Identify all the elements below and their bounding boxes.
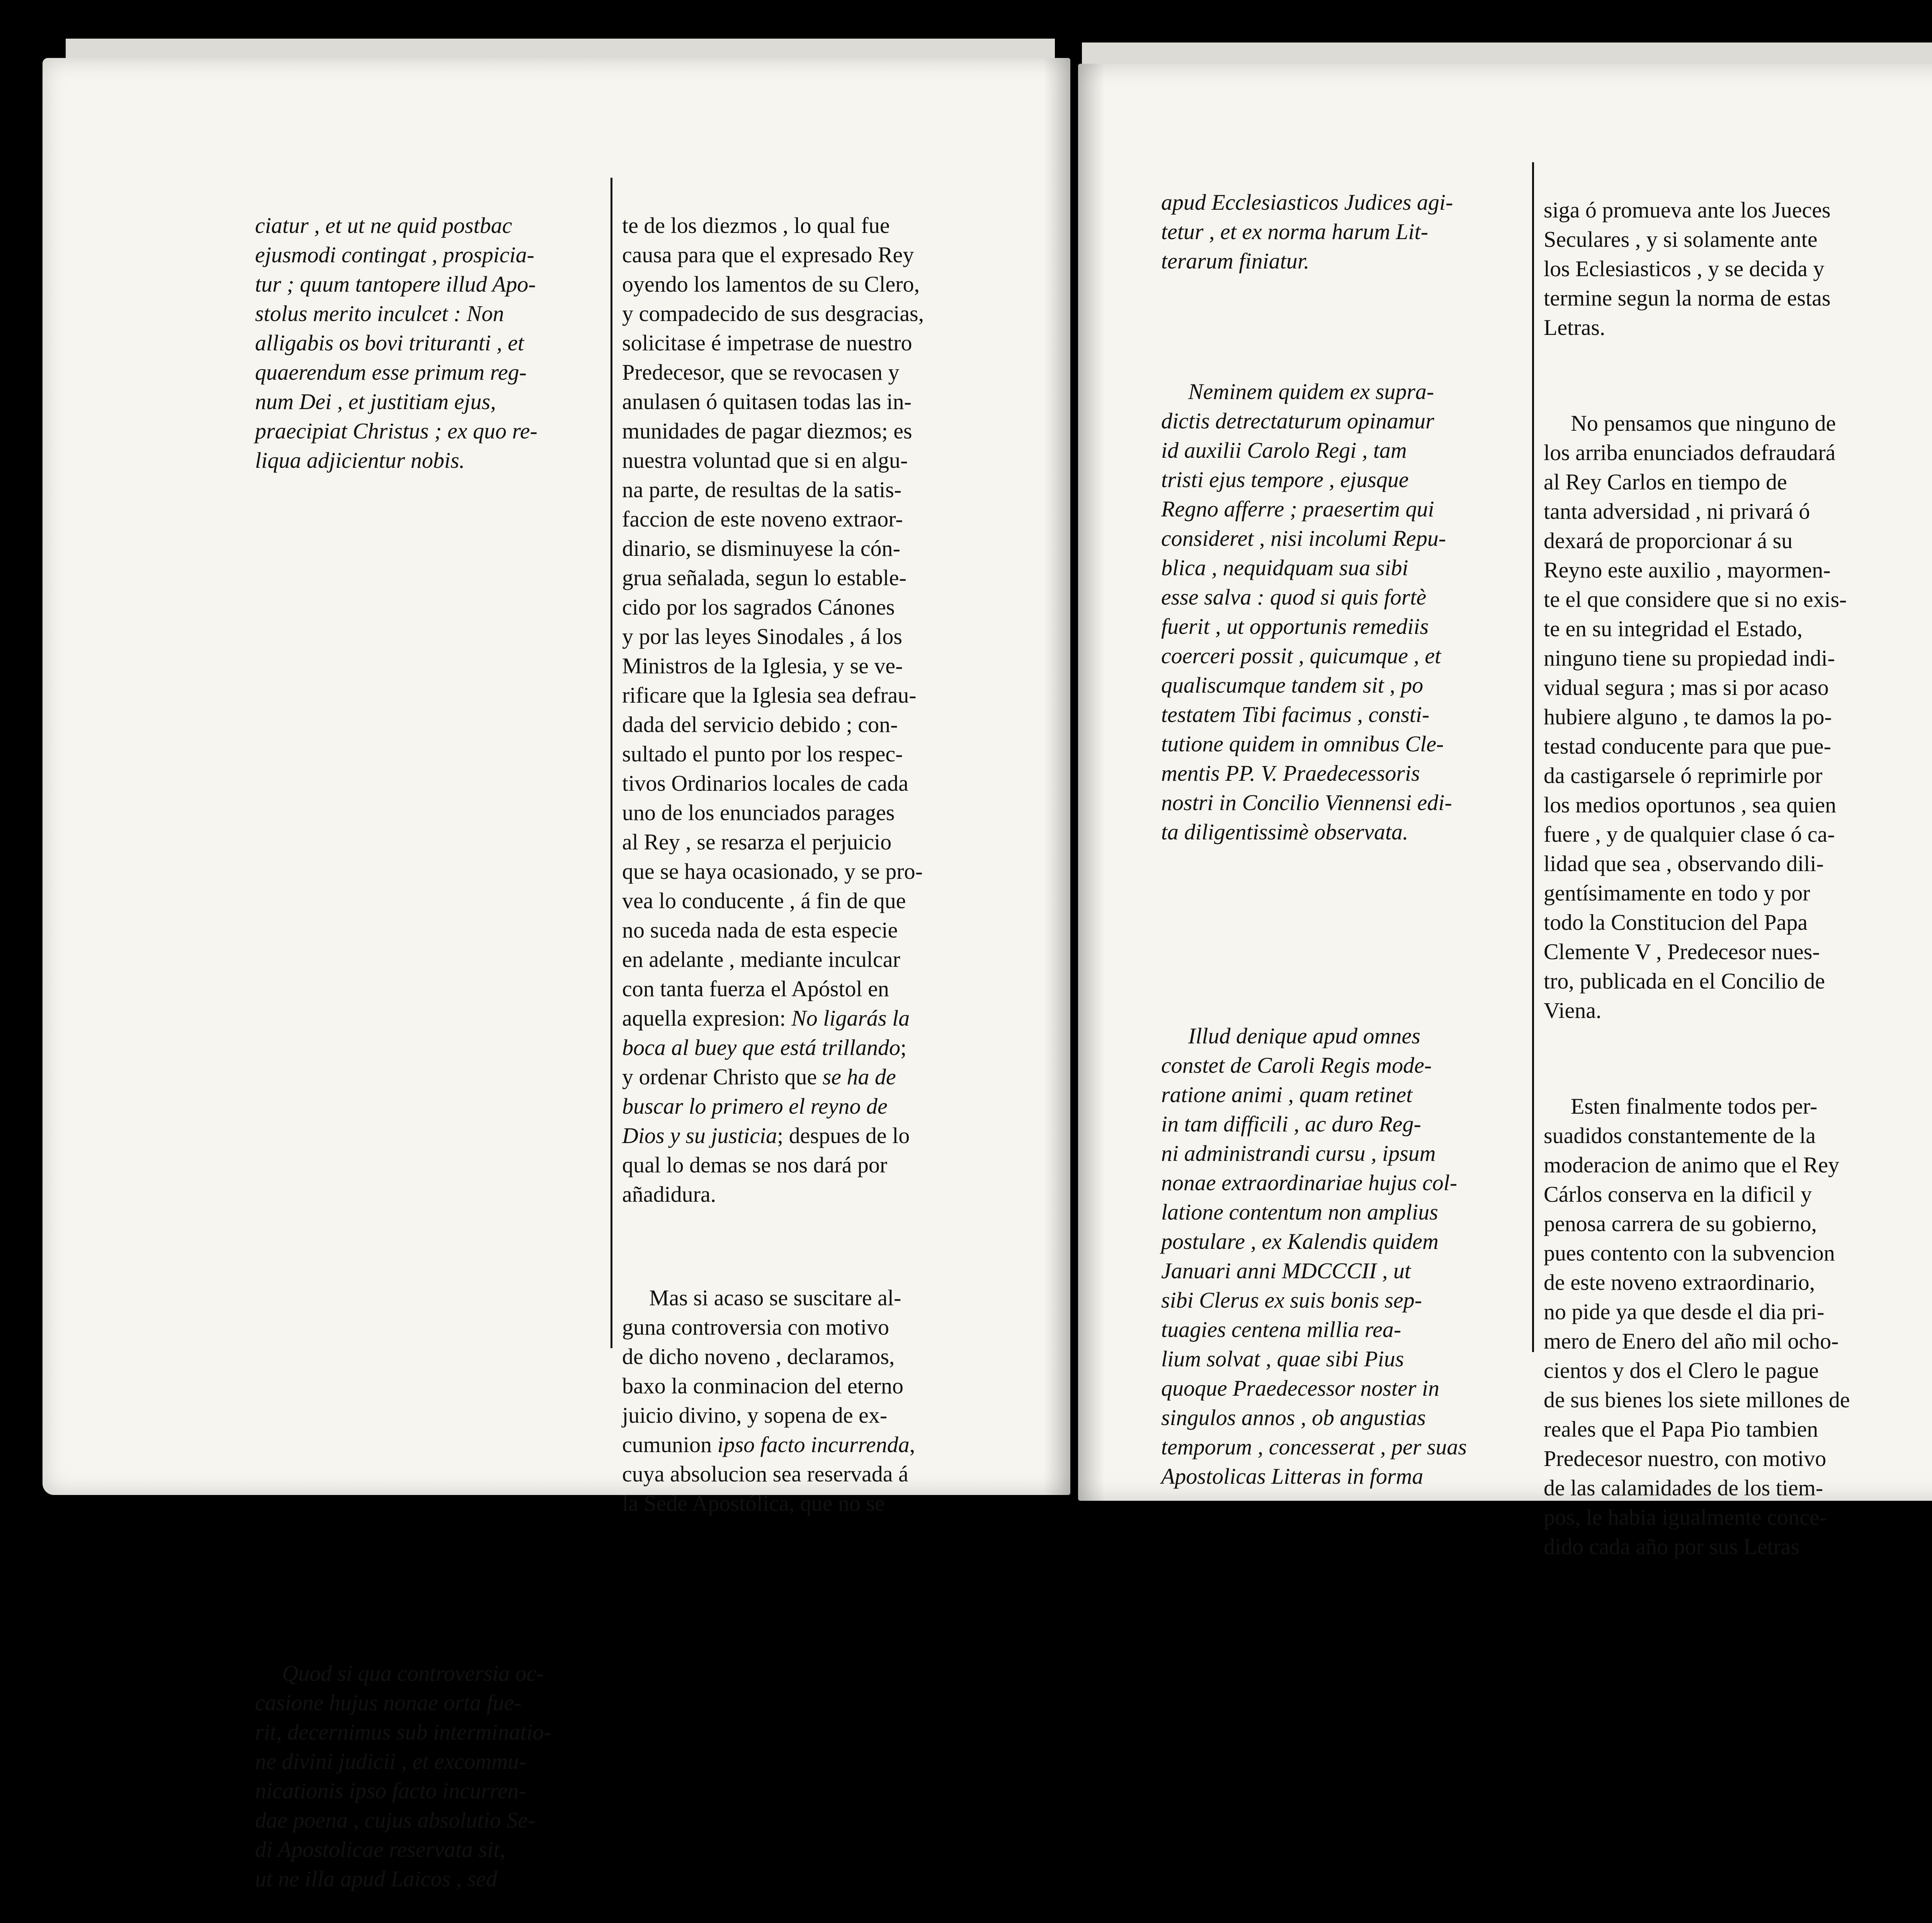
- latin-paragraph-5: Illud denique apud omnes constet de Caroli Regis mode- ratione animi , quam retinet in tam difficili , ac duro Reg- ni administrandi cursu , ipsum nonae extraordinariae hujus col- latione contentum non amplius postulare , ex Kalendis quidem Januari anni MDCCCII , ut sibi Clerus ex suis bonis sep- tuagies centena millia rea- lium solvat , quae sibi Pius quoque Praedecessor noster in singulos annos , ob angustias temporum , concesserat , per suas Apostolicas Litteras in forma: [1161, 1023, 1467, 1489]
- latin-paragraph-2: Quod si qua controversia oc- casione hujus nonae orta fue- rit, decernimus sub interminatio- ne divini judicii , et excommu- nicationis ipso facto incurren- dae poena , cujus absolutio Se- di Apostolicae reservata sit, ut ne illa apud Laicos , sed: [255, 1661, 551, 1891]
- latin-paragraph-4: Neminem quidem ex supra- dictis detrectaturum opinamur id auxilii Carolo Regi , tam tristi ejus tempore , ejusque Regno afferre ; praesertim qui consideret , nisi incolumi Repu- blica , nequidquam sua sibi esse salva : quod si quis fortè fuerit , ut opportunis remediis coerceri possit , quicumque , et qualiscumque tandem sit , po testatem Tibi facimus , consti- tutione quidem in omnibus Cle- mentis PP. V. Praedecessoris nostri in Concilio Viennensi edi- ta diligentissimè observata.: [1161, 379, 1452, 844]
- latin-paragraph-1: ciatur , et ut ne quid postbac ejusmodi contingat , prospicia- tur ; quum tantopere illud Apo- stolus merito inculcet : Non alligabis os bovi trituranti , et quaerendum esse primum reg- num Dei , et justitiam ejus, praecipiat Christus ; ex quo re- liqua adjicientur nobis.: [255, 213, 537, 473]
- spanish-paragraph-1-end: ; despues de lo qual lo demas se nos dará por añadidura.: [622, 1123, 910, 1207]
- ipso-facto-phrase: ipso facto incurrenda: [717, 1432, 910, 1457]
- left-column-divider: [611, 178, 612, 1348]
- spanish-paragraph-1-start: te de los diezmos , lo qual fue causa para que el expresado Rey oyendo los lamentos de su Clero, y compadecido de sus desgracias, solicitase é impetrase de nuestro Predecesor, que se revocasen y anulasen ó quitasen todas las in- munidades de pagar diezmos; es nuestra voluntad que si en algu- na parte, de resultas de la satis- faccion de este noveno extraor- dinario, se disminuyese la cón- grua señalada, segun lo estable- cido por los sagrados Cánones y por las leyes Sinodales , á los Ministros de la Iglesia, y se ve- rificare que la Iglesia sea defrau- dada del servicio debido ; con- sultado el punto por los respec- tivos Ordinarios locales de cada uno de los enunciados parages al Rey , se resarza el perjuicio que se haya ocasionado, y se pro- vea lo conducente , á fin de que no suceda nada de esta especie en adelante , mediante inculcar con tanta fuerza el Apóstol en aquella expresion:: [622, 213, 924, 1031]
- spanish-paragraph-4: No pensamos que ninguno de los arriba enunciados defraudará al Rey Carlos en tiempo de tanta adversidad , ni privará ó dexará de proporcionar á su Reyno este auxilio , mayormen- te el que considere que si no exis- te en su integridad el Estado, ninguno tiene su propiedad indi- vidual segura ; mas si por acaso hubiere alguno , te damos la po- testad conducente para que pue- da castigarsele ó reprimirle por los medios oportunos , sea quien fuere , y de qualquier clase ó ca- lidad que sea , observando dili- gentísimamente en todo y por todo la Constitucion del Papa Clemente V , Predecesor nues- tro, publicada en el Concilio de Viena.: [1544, 411, 1847, 1023]
- scripture-quote-ox: No ligarás la boca al buey que está trillando: [622, 1006, 910, 1060]
- gutter-shadow: [1043, 58, 1070, 1495]
- spanish-paragraph-2: [622, 1283, 958, 1518]
- right-page-latin-column: [1161, 158, 1517, 1520]
- spanish-paragraph-2-end: , cuya absolucion sea reservada á la Sede Apostólica, que no se: [622, 1432, 915, 1516]
- scripture-quote-kingdom: se ha de buscar lo primero el reyno de Dios y su justicia: [622, 1064, 896, 1148]
- left-page-latin-column: [255, 182, 603, 1923]
- right-page-spanish-column: [1544, 166, 1903, 1591]
- spanish-paragraph-1-mid: ; y ordenar Christo que: [622, 1035, 907, 1089]
- spanish-paragraph-3: siga ó promueva ante los Jueces Seculares , y si solamente ante los Eclesiasticos , y se decida y termine segun la norma de estas Letras.: [1544, 197, 1831, 340]
- spanish-paragraph-1: [622, 211, 958, 1209]
- right-column-divider: [1532, 162, 1534, 1352]
- spanish-paragraph-2-start: Mas si acaso se suscitare al- guna controversia con motivo de dicho noveno , declaramos, baxo la conminacion del eterno juicio divino, y sopena de ex- cumunion: [622, 1285, 903, 1457]
- gutter-shadow: [1078, 64, 1105, 1501]
- left-page-spanish-column: [622, 182, 958, 1548]
- spanish-paragraph-5: Esten finalmente todos per- suadidos constantemente de la moderacion de animo que el Rey Cárlos conserva en la dificil y penosa carrera de su gobierno, pues contento con la subvencion de este noveno extraordinario, no pide ya que desde el dia pri- mero de Enero del año mil ocho- cientos y dos el Clero le pague de sus bienes los siete millones de reales que el Papa Pio tambien Predecesor nuestro, con motivo de las calamidades de los tiem- pos, le habia igualmente conce- dido cada año por sus Letras: [1544, 1094, 1850, 1559]
- latin-paragraph-3: apud Ecclesiasticos Judices agi- tetur , et ex norma harum Lit- terarum finiatur.: [1161, 190, 1453, 274]
